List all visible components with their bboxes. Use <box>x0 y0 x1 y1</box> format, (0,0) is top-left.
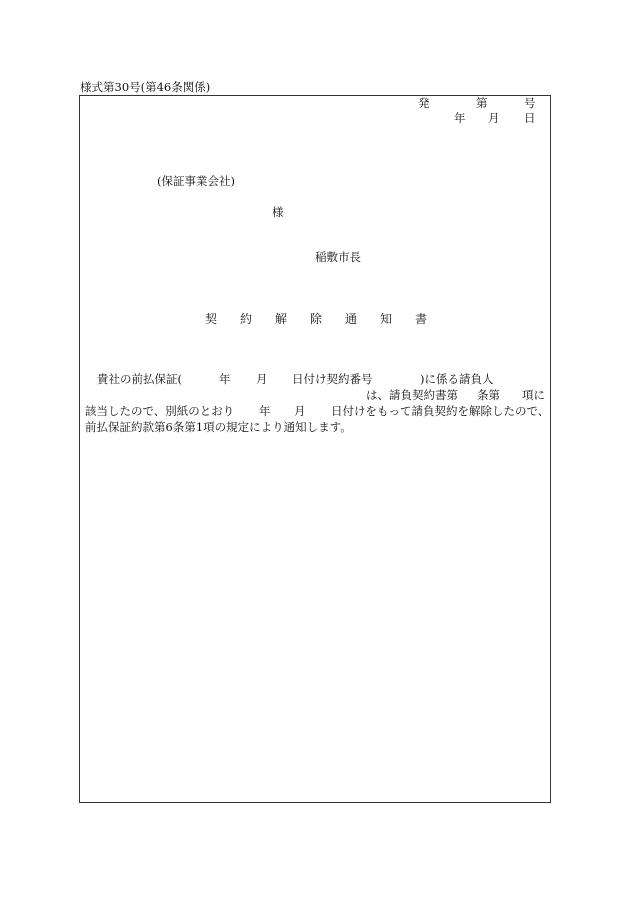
body-line-1 <box>85 371 547 387</box>
issue-go: 号 <box>524 96 536 110</box>
body-line1-e: )に係る請負人 <box>420 372 494 386</box>
title-char: 知 <box>380 312 393 326</box>
date-month: 月 <box>488 111 500 125</box>
body-line-2 <box>85 387 547 403</box>
body-line1-a: 貴社の前払保証( <box>97 372 182 386</box>
body-line1-b: 年 <box>219 372 231 386</box>
document-frame <box>79 95 551 803</box>
body-line2-a: は、請負契約書第 <box>366 388 458 402</box>
body-line1-c: 月 <box>256 372 268 386</box>
sender-name: 稲敷市長 <box>315 250 361 264</box>
body-line2-b: 条第 <box>477 388 500 402</box>
title-char: 契 <box>205 312 218 326</box>
recipient-honorific: 様 <box>272 205 284 219</box>
title-char: 通 <box>345 312 358 326</box>
date-year: 年 <box>454 111 466 125</box>
body-line2-c: 項に <box>522 388 545 402</box>
body-line-4 <box>85 419 547 435</box>
body-line3-b: 年 <box>259 404 271 418</box>
issue-hatsu: 発 <box>418 96 430 110</box>
body-line3-a: 該当したので、別紙のとおり <box>85 404 235 418</box>
body-line-3 <box>85 403 550 419</box>
title-char: 解 <box>275 312 288 326</box>
form-number-label: 様式第30号(第46条関係) <box>80 80 211 94</box>
title-char: 書 <box>415 312 428 326</box>
title-char: 除 <box>310 312 323 326</box>
recipient-company: (保証事業会社) <box>157 174 235 188</box>
body-line3-c: 月 <box>294 404 306 418</box>
body-line3-d: 日付けをもって請負契約を解除したので、 <box>331 404 550 418</box>
issue-dai: 第 <box>476 96 488 110</box>
body-line1-d: 日付け契約番号 <box>292 372 373 386</box>
notice-body <box>85 371 550 435</box>
title-char: 約 <box>240 312 253 326</box>
body-line4: 前払保証約款第6条第1項の規定により通知します。 <box>85 420 352 434</box>
date-day: 日 <box>524 111 536 125</box>
